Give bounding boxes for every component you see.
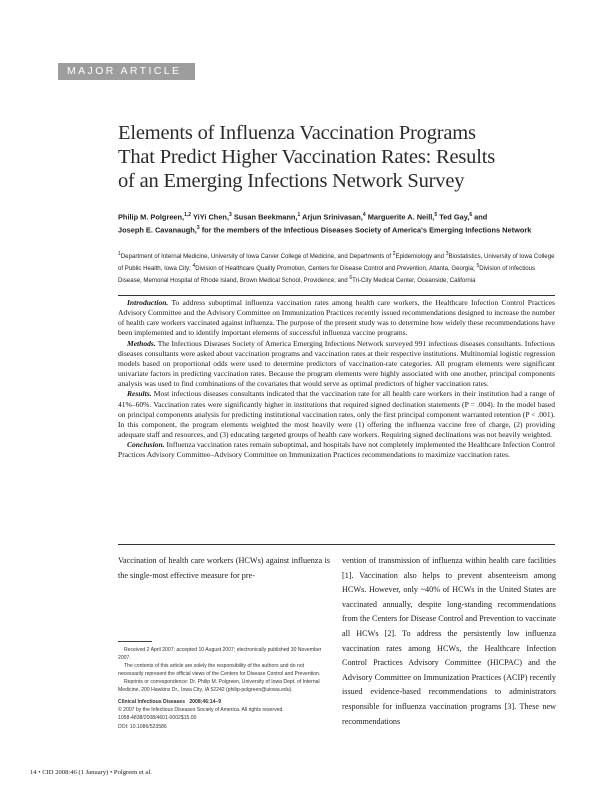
section-text: The Infectious Diseases Society of America Emerging Infections Network surveyed 991 infectious diseases consultants. Infectious diseases consultants were asked about vaccination programs and vaccination rates at their respective institutions. Multinomial logistic regression models based on proportional odds were used to determine predictors of vaccination-rate categories. All program elements were significant univariate factors in predicting vaccination rates. Because the program elements were highly associated with one another, principal components analysis was used to find combinations of the covariates that would serve as optimal predictors of higher vaccination rates.: [118, 338, 555, 389]
author-name: YiYi Chen,: [191, 212, 229, 222]
affiliation-text: Tri-City Medical Center, Oceanside, California: [352, 276, 476, 284]
affiliation-mark: 5: [476, 262, 480, 269]
affiliation-mark: 1: [297, 212, 301, 218]
article-type-banner: MAJOR ARTICLE: [58, 63, 195, 80]
title-line-1: Elements of Influenza Vaccination Programs: [118, 122, 476, 144]
received-dates: Received 2 April 2007; accepted 10 August 2007; electronically published 30 November 2007.: [118, 647, 322, 661]
issn: 1058-4838/2008/4601-0002$15.00: [118, 715, 197, 722]
affiliation-mark: 4: [192, 262, 196, 269]
section-text: Most infectious diseases consultants indicated that the vaccination rate for all health care workers in their institution had a range of 41%–60%. Vaccination rates were significantly higher in institutions that required signed declination statements (P = .004). In the model based on principal components analysis for predicting institutional vaccination rates, only the first principal component warranted retention (P < .001). In this component, the program elements weighted the most heavily were (1) offering the influenza vaccine free of charge, (2) providing adequate staff and resources, and (3) educating targeted groups of health care workers. Requiring signed declinations was not heavily weighted.: [118, 389, 555, 440]
abstract-conclusion: [118, 440, 555, 460]
article-title: [118, 121, 558, 193]
affiliation-mark: 2: [392, 251, 396, 257]
body-left-column: Vaccination of health care workers (HCWs) against influenza is the single-most effective measure for pre-: [118, 556, 330, 580]
section-label: Introduction.: [127, 298, 169, 307]
affiliation-text: Division of Healthcare Quality Promotion, Centers for Disease Control and Prevention, Atlanta, Georgia;: [195, 264, 477, 272]
affiliation-text: Division of Infectious Disease, Memorial Hospital of Rhode Island, Brown Medical School, Providence; and: [118, 264, 536, 284]
affiliation-mark: 5: [434, 212, 438, 218]
author-name: Marguerite A. Neill,: [365, 212, 435, 222]
page-footer: 14 • CID 2008:46 (1 January) • Polgreen et al.: [30, 769, 152, 776]
doi: DOI: 10.1086/523586: [118, 723, 167, 730]
affiliation-text: Epidemiology and: [395, 253, 446, 261]
section-text: To address suboptimal influenza vaccination rates among health care workers, the Healthcare Infection Control Practices Advisory Committee and the Advisory Committee on Immunization Practices recently issued recommendations designed to increase the number of health care workers vaccinated against influenza. The purpose of the present study was to determine how widely these recommendations have been implemented and to identify important elements of successful influenza vaccine programs.: [118, 298, 555, 338]
abstract-bottom-rule: [118, 544, 555, 545]
section-label: Conclusion.: [127, 440, 165, 450]
journal-citation: Clinical Infectious Diseases 2008;46:14–9: [118, 698, 222, 705]
affiliations: [118, 250, 558, 285]
section-text: Influenza vaccination rates remain suboptimal, and hospitals have not completely implemented the Healthcare Infection Control Practices Advisory Committee–Advisory Committee on Immunization Practices recommendations to maximize vaccination rates.: [118, 440, 555, 460]
author-group: for the members of the Infectious Diseases Society of America's Emerging Infections Network: [199, 225, 532, 235]
affiliation-text: Department of Internal Medicine, University of Iowa Carver College of Medicine, and Departments of: [120, 253, 393, 261]
section-label: Results.: [127, 389, 152, 399]
affiliation-mark: 1: [118, 251, 121, 257]
title-line-2: That Predict Higher Vaccination Rates: Results: [118, 146, 495, 168]
footnote-rule: [118, 641, 152, 642]
affiliation-mark: 4: [362, 212, 366, 218]
author-name: Susan Beekmann,: [231, 212, 298, 222]
affiliation-mark: 1,2: [184, 212, 192, 218]
affiliation-mark: 3: [196, 224, 200, 231]
article-footnote: [118, 641, 330, 732]
disclaimer: The contents of this article are solely the responsibility of the authors and do not necessarily represent the official views of the Centers for Disease Control and Prevention.: [118, 663, 321, 677]
abstract-results: [118, 389, 555, 440]
abstract-introduction: [118, 298, 555, 339]
author-name: Philip M. Polgreen,: [118, 212, 185, 222]
author-name: Joseph E. Cavanaugh,: [118, 225, 197, 235]
affiliation-mark: 3: [229, 212, 232, 218]
author-conjunction: and: [472, 212, 488, 222]
body-right-column: vention of transmission of influenza within health care facilities [1]. Vaccination also helps to prevent absenteeism among HCWs. However, only ~40% of HCWs in the United States are vaccinated annually, despite long-standing recommendations from the Centers for Disease Control and Prevention to vaccinate all HCWs [2]. To address the persistently low influenza vaccination rates among HCWs, the Healthcare Infection Control Practices Advisory Committee (HICPAC) and the Advisory Committee on Immunization Practices (ACIP) recently issued evidence-based recommendations to administrators responsible for influenza vaccination programs [3]. These new recommendations: [342, 556, 556, 726]
abstract-top-rule: [118, 295, 555, 296]
author-list: [118, 210, 558, 236]
author-name: Ted Gay,: [437, 212, 470, 222]
section-label: Methods.: [127, 338, 156, 348]
affiliation-mark: 6: [349, 274, 353, 281]
affiliation-mark: 6: [469, 212, 473, 218]
abstract-methods: [118, 339, 555, 390]
reprints-correspondence: Reprints or correspondence: Dr. Philip M. Polgreen, University of Iowa Dept. of Internal Medicine, 200 Hawkins Dr., Iowa City, IA 52242 (philip-polgreen@uiowa.edu).: [118, 679, 320, 693]
copyright: © 2007 by the Infectious Diseases Society of America. All rights reserved.: [118, 707, 284, 714]
abstract: [118, 298, 555, 461]
affiliation-text: Biostatistics, University of Iowa College of Public Health, Iowa City;: [118, 253, 555, 272]
affiliation-mark: 3: [445, 251, 449, 257]
title-line-3: of an Emerging Infections Network Survey: [118, 170, 465, 192]
author-name: Arjun Srinivasan,: [300, 212, 363, 222]
